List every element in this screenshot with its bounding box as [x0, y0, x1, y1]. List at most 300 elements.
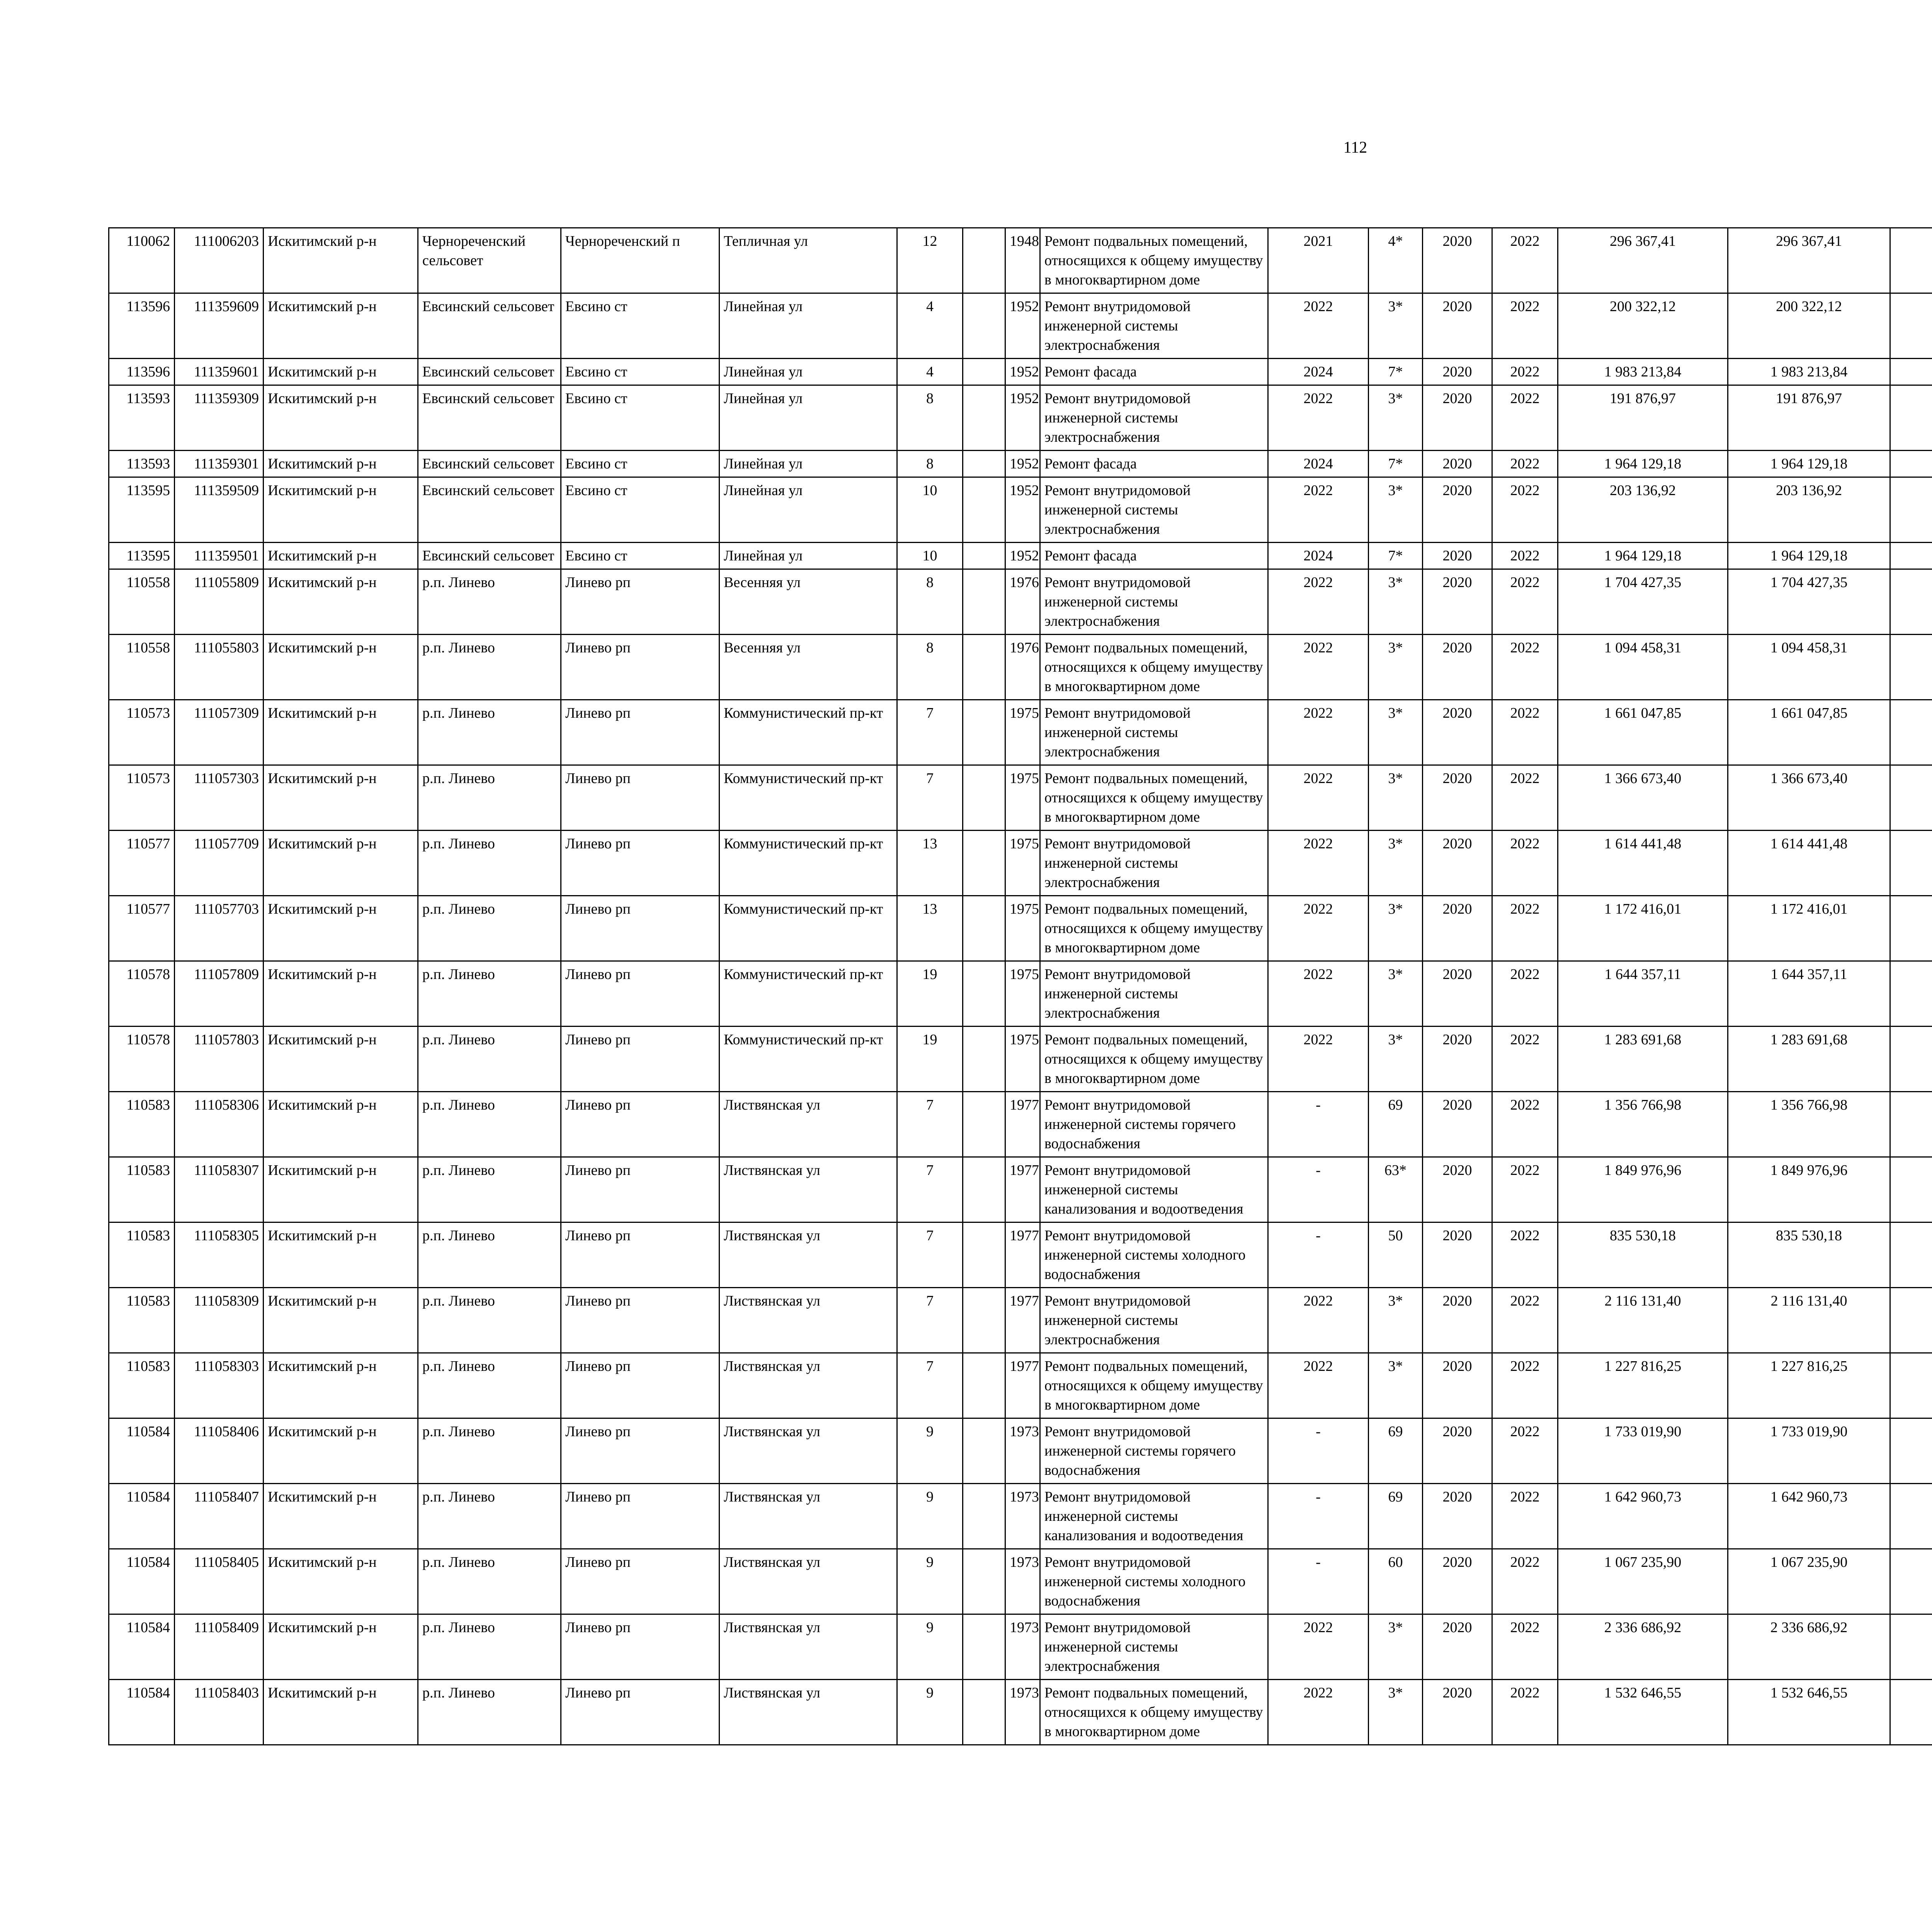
table-row [109, 543, 1932, 569]
start-year-cell: 2020 [1423, 1549, 1492, 1614]
house-id-cell: 110583 [109, 1157, 175, 1222]
year-built-cell: 1952 [1005, 385, 1040, 451]
start-year-cell: 2020 [1423, 1418, 1492, 1484]
house-id-cell: 110578 [109, 961, 175, 1027]
house-id-cell: 113595 [109, 477, 175, 543]
district-cell: Искитимский р-н [264, 228, 418, 293]
year-built-cell: 1952 [1005, 451, 1040, 477]
wear-cell: 63* [1369, 1157, 1423, 1222]
fund-cost-cell: 1 172 416,01 [1728, 896, 1890, 961]
work-type-cell: Ремонт подвальных помещений, относящихся к общему имуществу в многоквартирном доме [1040, 1353, 1268, 1418]
municipality-cell: р.п. Линево [418, 1353, 561, 1418]
building-cell [963, 896, 1005, 961]
wear-cell: 4* [1369, 228, 1423, 293]
municipality-cell: р.п. Линево [418, 635, 561, 700]
municipality-cell: р.п. Линево [418, 1092, 561, 1157]
table-row [109, 635, 1932, 700]
end-year-cell: 2022 [1492, 1418, 1558, 1484]
total-cost-cell: 2 336 686,92 [1558, 1614, 1728, 1680]
house-number-cell: 7 [897, 700, 963, 765]
wear-cell: 3* [1369, 765, 1423, 831]
federal-cost-cell [1890, 1614, 1932, 1680]
street-cell: Линейная ул [719, 293, 897, 359]
fund-cost-cell: 1 356 766,98 [1728, 1092, 1890, 1157]
work-id-cell: 111058307 [175, 1157, 264, 1222]
district-cell: Искитимский р-н [264, 1288, 418, 1353]
table-row [109, 831, 1932, 896]
start-year-cell: 2020 [1423, 896, 1492, 961]
end-year-cell: 2022 [1492, 896, 1558, 961]
year-built-cell: 1975 [1005, 1027, 1040, 1092]
total-cost-cell: 1 642 960,73 [1558, 1484, 1728, 1549]
municipality-cell: Евсинский сельсовет [418, 293, 561, 359]
total-cost-cell: 1 964 129,18 [1558, 543, 1728, 569]
end-year-cell: 2022 [1492, 451, 1558, 477]
year-built-cell: 1977 [1005, 1288, 1040, 1353]
building-cell [963, 1549, 1005, 1614]
building-cell [963, 1222, 1005, 1288]
municipality-cell: р.п. Линево [418, 1222, 561, 1288]
street-cell: Тепличная ул [719, 228, 897, 293]
year-built-cell: 1948 [1005, 228, 1040, 293]
fund-cost-cell: 1 644 357,11 [1728, 961, 1890, 1027]
house-id-cell: 110583 [109, 1222, 175, 1288]
municipality-cell: Евсинский сельсовет [418, 543, 561, 569]
planned-year-cell: 2022 [1268, 569, 1369, 635]
municipality-cell: Евсинский сельсовет [418, 451, 561, 477]
work-id-cell: 111359301 [175, 451, 264, 477]
settlement-cell: Линево рп [561, 1288, 719, 1353]
end-year-cell: 2022 [1492, 1549, 1558, 1614]
building-cell [963, 385, 1005, 451]
settlement-cell: Линево рп [561, 1484, 719, 1549]
building-cell [963, 1027, 1005, 1092]
settlement-cell: Линево рп [561, 1680, 719, 1745]
district-cell: Искитимский р-н [264, 543, 418, 569]
building-cell [963, 1418, 1005, 1484]
wear-cell: 7* [1369, 451, 1423, 477]
start-year-cell: 2020 [1423, 1680, 1492, 1745]
street-cell: Линейная ул [719, 543, 897, 569]
end-year-cell: 2022 [1492, 1614, 1558, 1680]
building-cell [963, 1614, 1005, 1680]
planned-year-cell: 2022 [1268, 831, 1369, 896]
house-number-cell: 9 [897, 1614, 963, 1680]
year-built-cell: 1975 [1005, 831, 1040, 896]
work-type-cell: Ремонт внутридомовой инженерной системы электроснабжения [1040, 831, 1268, 896]
work-id-cell: 111057809 [175, 961, 264, 1027]
house-number-cell: 10 [897, 543, 963, 569]
work-type-cell: Ремонт внутридомовой инженерной системы электроснабжения [1040, 700, 1268, 765]
house-id-cell: 113596 [109, 359, 175, 385]
table-row [109, 477, 1932, 543]
federal-cost-cell [1890, 1222, 1932, 1288]
fund-cost-cell: 2 116 131,40 [1728, 1288, 1890, 1353]
federal-cost-cell [1890, 961, 1932, 1027]
end-year-cell: 2022 [1492, 765, 1558, 831]
year-built-cell: 1977 [1005, 1222, 1040, 1288]
end-year-cell: 2022 [1492, 1353, 1558, 1418]
house-number-cell: 9 [897, 1549, 963, 1614]
wear-cell: 3* [1369, 635, 1423, 700]
start-year-cell: 2020 [1423, 1353, 1492, 1418]
year-built-cell: 1952 [1005, 543, 1040, 569]
settlement-cell: Линево рп [561, 635, 719, 700]
table-row [109, 359, 1932, 385]
year-built-cell: 1973 [1005, 1614, 1040, 1680]
planned-year-cell: 2022 [1268, 385, 1369, 451]
wear-cell: 3* [1369, 896, 1423, 961]
municipality-cell: Евсинский сельсовет [418, 359, 561, 385]
house-id-cell: 113593 [109, 451, 175, 477]
district-cell: Искитимский р-н [264, 385, 418, 451]
work-id-cell: 111359501 [175, 543, 264, 569]
year-built-cell: 1973 [1005, 1484, 1040, 1549]
planned-year-cell: 2022 [1268, 293, 1369, 359]
municipality-cell: р.п. Линево [418, 1680, 561, 1745]
work-type-cell: Ремонт подвальных помещений, относящихся к общему имуществу в многоквартирном доме [1040, 228, 1268, 293]
district-cell: Искитимский р-н [264, 1353, 418, 1418]
settlement-cell: Евсино ст [561, 293, 719, 359]
street-cell: Коммунистический пр-кт [719, 765, 897, 831]
federal-cost-cell [1890, 1157, 1932, 1222]
total-cost-cell: 200 322,12 [1558, 293, 1728, 359]
fund-cost-cell: 1 283 691,68 [1728, 1027, 1890, 1092]
wear-cell: 50 [1369, 1222, 1423, 1288]
house-number-cell: 8 [897, 635, 963, 700]
total-cost-cell: 1 094 458,31 [1558, 635, 1728, 700]
district-cell: Искитимский р-н [264, 1222, 418, 1288]
table-row [109, 385, 1932, 451]
end-year-cell: 2022 [1492, 831, 1558, 896]
work-type-cell: Ремонт внутридомовой инженерной системы электроснабжения [1040, 293, 1268, 359]
municipality-cell: р.п. Линево [418, 765, 561, 831]
street-cell: Весенняя ул [719, 569, 897, 635]
total-cost-cell: 1 356 766,98 [1558, 1092, 1728, 1157]
federal-cost-cell [1890, 635, 1932, 700]
start-year-cell: 2020 [1423, 635, 1492, 700]
house-number-cell: 8 [897, 569, 963, 635]
work-id-cell: 111058309 [175, 1288, 264, 1353]
work-id-cell: 111057803 [175, 1027, 264, 1092]
table-row [109, 1614, 1932, 1680]
district-cell: Искитимский р-н [264, 1549, 418, 1614]
wear-cell: 7* [1369, 543, 1423, 569]
wear-cell: 3* [1369, 1614, 1423, 1680]
house-number-cell: 4 [897, 293, 963, 359]
start-year-cell: 2020 [1423, 961, 1492, 1027]
wear-cell: 60 [1369, 1549, 1423, 1614]
house-id-cell: 113593 [109, 385, 175, 451]
table-row [109, 1549, 1932, 1614]
work-type-cell: Ремонт внутридомовой инженерной системы электроснабжения [1040, 569, 1268, 635]
work-type-cell: Ремонт внутридомовой инженерной системы горячего водоснабжения [1040, 1418, 1268, 1484]
end-year-cell: 2022 [1492, 359, 1558, 385]
start-year-cell: 2020 [1423, 543, 1492, 569]
planned-year-cell: - [1268, 1484, 1369, 1549]
settlement-cell: Евсино ст [561, 359, 719, 385]
house-number-cell: 7 [897, 1092, 963, 1157]
district-cell: Искитимский р-н [264, 896, 418, 961]
municipality-cell: Чернореченский сельсовет [418, 228, 561, 293]
page-number: 112 [1343, 139, 1367, 157]
federal-cost-cell [1890, 543, 1932, 569]
work-id-cell: 111058407 [175, 1484, 264, 1549]
total-cost-cell: 1 733 019,90 [1558, 1418, 1728, 1484]
wear-cell: 69 [1369, 1418, 1423, 1484]
federal-cost-cell [1890, 1353, 1932, 1418]
total-cost-cell: 1 849 976,96 [1558, 1157, 1728, 1222]
fund-cost-cell: 1 532 646,55 [1728, 1680, 1890, 1745]
house-id-cell: 110573 [109, 765, 175, 831]
total-cost-cell: 1 283 691,68 [1558, 1027, 1728, 1092]
federal-cost-cell [1890, 700, 1932, 765]
municipality-cell: р.п. Линево [418, 831, 561, 896]
total-cost-cell: 835 530,18 [1558, 1222, 1728, 1288]
federal-cost-cell [1890, 1680, 1932, 1745]
district-cell: Искитимский р-н [264, 1418, 418, 1484]
table-body [109, 228, 1932, 1745]
building-cell [963, 1353, 1005, 1418]
street-cell: Листвянская ул [719, 1157, 897, 1222]
building-cell [963, 477, 1005, 543]
building-cell [963, 961, 1005, 1027]
house-number-cell: 4 [897, 359, 963, 385]
work-type-cell: Ремонт внутридомовой инженерной системы горячего водоснабжения [1040, 1092, 1268, 1157]
planned-year-cell: 2022 [1268, 1288, 1369, 1353]
wear-cell: 3* [1369, 1288, 1423, 1353]
building-cell [963, 1157, 1005, 1222]
end-year-cell: 2022 [1492, 700, 1558, 765]
total-cost-cell: 1 172 416,01 [1558, 896, 1728, 961]
street-cell: Коммунистический пр-кт [719, 831, 897, 896]
start-year-cell: 2020 [1423, 700, 1492, 765]
house-id-cell: 110584 [109, 1614, 175, 1680]
fund-cost-cell: 191 876,97 [1728, 385, 1890, 451]
end-year-cell: 2022 [1492, 385, 1558, 451]
start-year-cell: 2020 [1423, 359, 1492, 385]
settlement-cell: Линево рп [561, 961, 719, 1027]
work-id-cell: 111057309 [175, 700, 264, 765]
fund-cost-cell: 1 983 213,84 [1728, 359, 1890, 385]
house-number-cell: 13 [897, 896, 963, 961]
total-cost-cell: 1 532 646,55 [1558, 1680, 1728, 1745]
street-cell: Линейная ул [719, 477, 897, 543]
house-number-cell: 19 [897, 1027, 963, 1092]
building-cell [963, 831, 1005, 896]
house-id-cell: 110583 [109, 1353, 175, 1418]
start-year-cell: 2020 [1423, 451, 1492, 477]
year-built-cell: 1973 [1005, 1680, 1040, 1745]
house-id-cell: 110573 [109, 700, 175, 765]
table-row [109, 896, 1932, 961]
street-cell: Коммунистический пр-кт [719, 961, 897, 1027]
start-year-cell: 2020 [1423, 385, 1492, 451]
work-id-cell: 111057703 [175, 896, 264, 961]
total-cost-cell: 191 876,97 [1558, 385, 1728, 451]
year-built-cell: 1973 [1005, 1418, 1040, 1484]
district-cell: Искитимский р-н [264, 765, 418, 831]
work-type-cell: Ремонт фасада [1040, 359, 1268, 385]
table-row [109, 228, 1932, 293]
end-year-cell: 2022 [1492, 1484, 1558, 1549]
planned-year-cell: 2022 [1268, 1353, 1369, 1418]
wear-cell: 3* [1369, 385, 1423, 451]
building-cell [963, 228, 1005, 293]
municipality-cell: р.п. Линево [418, 1157, 561, 1222]
wear-cell: 3* [1369, 293, 1423, 359]
building-cell [963, 1484, 1005, 1549]
start-year-cell: 2020 [1423, 1092, 1492, 1157]
start-year-cell: 2020 [1423, 831, 1492, 896]
federal-cost-cell [1890, 385, 1932, 451]
planned-year-cell: 2022 [1268, 1614, 1369, 1680]
table-row [109, 1222, 1932, 1288]
year-built-cell: 1952 [1005, 477, 1040, 543]
work-id-cell: 111055809 [175, 569, 264, 635]
federal-cost-cell [1890, 896, 1932, 961]
house-id-cell: 110584 [109, 1549, 175, 1614]
house-id-cell: 110584 [109, 1418, 175, 1484]
total-cost-cell: 1 366 673,40 [1558, 765, 1728, 831]
fund-cost-cell: 1 849 976,96 [1728, 1157, 1890, 1222]
end-year-cell: 2022 [1492, 228, 1558, 293]
federal-cost-cell [1890, 569, 1932, 635]
wear-cell: 3* [1369, 569, 1423, 635]
fund-cost-cell: 296 367,41 [1728, 228, 1890, 293]
house-number-cell: 7 [897, 1353, 963, 1418]
house-number-cell: 9 [897, 1418, 963, 1484]
fund-cost-cell: 1 964 129,18 [1728, 451, 1890, 477]
house-id-cell: 110558 [109, 569, 175, 635]
year-built-cell: 1977 [1005, 1092, 1040, 1157]
district-cell: Искитимский р-н [264, 1157, 418, 1222]
start-year-cell: 2020 [1423, 293, 1492, 359]
table-row [109, 1418, 1932, 1484]
street-cell: Коммунистический пр-кт [719, 700, 897, 765]
start-year-cell: 2020 [1423, 1222, 1492, 1288]
federal-cost-cell [1890, 1092, 1932, 1157]
building-cell [963, 635, 1005, 700]
table-row [109, 1680, 1932, 1745]
wear-cell: 3* [1369, 700, 1423, 765]
planned-year-cell: 2022 [1268, 896, 1369, 961]
year-built-cell: 1975 [1005, 765, 1040, 831]
building-cell [963, 569, 1005, 635]
work-type-cell: Ремонт фасада [1040, 543, 1268, 569]
street-cell: Линейная ул [719, 385, 897, 451]
municipality-cell: р.п. Линево [418, 569, 561, 635]
end-year-cell: 2022 [1492, 1027, 1558, 1092]
planned-year-cell: 2022 [1268, 961, 1369, 1027]
end-year-cell: 2022 [1492, 1222, 1558, 1288]
work-type-cell: Ремонт подвальных помещений, относящихся к общему имуществу в многоквартирном доме [1040, 635, 1268, 700]
settlement-cell: Линево рп [561, 765, 719, 831]
total-cost-cell: 1 661 047,85 [1558, 700, 1728, 765]
end-year-cell: 2022 [1492, 961, 1558, 1027]
table-row [109, 1353, 1932, 1418]
house-number-cell: 9 [897, 1484, 963, 1549]
end-year-cell: 2022 [1492, 635, 1558, 700]
total-cost-cell: 1 644 357,11 [1558, 961, 1728, 1027]
work-type-cell: Ремонт внутридомовой инженерной системы холодного водоснабжения [1040, 1222, 1268, 1288]
house-number-cell: 19 [897, 961, 963, 1027]
planned-year-cell: 2021 [1268, 228, 1369, 293]
work-type-cell: Ремонт подвальных помещений, относящихся к общему имуществу в многоквартирном доме [1040, 765, 1268, 831]
house-number-cell: 7 [897, 1222, 963, 1288]
house-number-cell: 8 [897, 385, 963, 451]
district-cell: Искитимский р-н [264, 477, 418, 543]
work-type-cell: Ремонт внутридомовой инженерной системы канализования и водоотведения [1040, 1484, 1268, 1549]
municipality-cell: р.п. Линево [418, 1549, 561, 1614]
federal-cost-cell [1890, 1027, 1932, 1092]
work-type-cell: Ремонт фасада [1040, 451, 1268, 477]
total-cost-cell: 1 067 235,90 [1558, 1549, 1728, 1614]
building-cell [963, 1092, 1005, 1157]
planned-year-cell: 2022 [1268, 1027, 1369, 1092]
street-cell: Листвянская ул [719, 1680, 897, 1745]
planned-year-cell: 2024 [1268, 543, 1369, 569]
work-id-cell: 111058306 [175, 1092, 264, 1157]
table-row [109, 961, 1932, 1027]
settlement-cell: Линево рп [561, 1092, 719, 1157]
federal-cost-cell [1890, 1418, 1932, 1484]
fund-cost-cell: 1 642 960,73 [1728, 1484, 1890, 1549]
district-cell: Искитимский р-н [264, 1484, 418, 1549]
start-year-cell: 2020 [1423, 477, 1492, 543]
house-number-cell: 7 [897, 765, 963, 831]
work-id-cell: 111058403 [175, 1680, 264, 1745]
fund-cost-cell: 1 614 441,48 [1728, 831, 1890, 896]
work-id-cell: 111006203 [175, 228, 264, 293]
work-type-cell: Ремонт подвальных помещений, относящихся к общему имуществу в многоквартирном доме [1040, 1680, 1268, 1745]
street-cell: Линейная ул [719, 451, 897, 477]
district-cell: Искитимский р-н [264, 451, 418, 477]
year-built-cell: 1976 [1005, 569, 1040, 635]
federal-cost-cell [1890, 831, 1932, 896]
settlement-cell: Евсино ст [561, 543, 719, 569]
planned-year-cell: 2022 [1268, 1680, 1369, 1745]
federal-cost-cell [1890, 1484, 1932, 1549]
federal-cost-cell [1890, 477, 1932, 543]
total-cost-cell: 1 964 129,18 [1558, 451, 1728, 477]
total-cost-cell: 1 614 441,48 [1558, 831, 1728, 896]
house-number-cell: 7 [897, 1288, 963, 1353]
municipality-cell: р.п. Линево [418, 896, 561, 961]
work-type-cell: Ремонт подвальных помещений, относящихся к общему имуществу в многоквартирном доме [1040, 896, 1268, 961]
wear-cell: 7* [1369, 359, 1423, 385]
fund-cost-cell: 1 227 816,25 [1728, 1353, 1890, 1418]
wear-cell: 3* [1369, 477, 1423, 543]
house-number-cell: 10 [897, 477, 963, 543]
start-year-cell: 2020 [1423, 765, 1492, 831]
year-built-cell: 1975 [1005, 961, 1040, 1027]
street-cell: Листвянская ул [719, 1549, 897, 1614]
start-year-cell: 2020 [1423, 228, 1492, 293]
end-year-cell: 2022 [1492, 543, 1558, 569]
house-id-cell: 110584 [109, 1484, 175, 1549]
total-cost-cell: 203 136,92 [1558, 477, 1728, 543]
start-year-cell: 2020 [1423, 1484, 1492, 1549]
building-cell [963, 543, 1005, 569]
work-id-cell: 111359601 [175, 359, 264, 385]
building-cell [963, 700, 1005, 765]
fund-cost-cell: 203 136,92 [1728, 477, 1890, 543]
building-cell [963, 1288, 1005, 1353]
federal-cost-cell [1890, 1549, 1932, 1614]
house-id-cell: 110583 [109, 1288, 175, 1353]
municipality-cell: р.п. Линево [418, 1418, 561, 1484]
